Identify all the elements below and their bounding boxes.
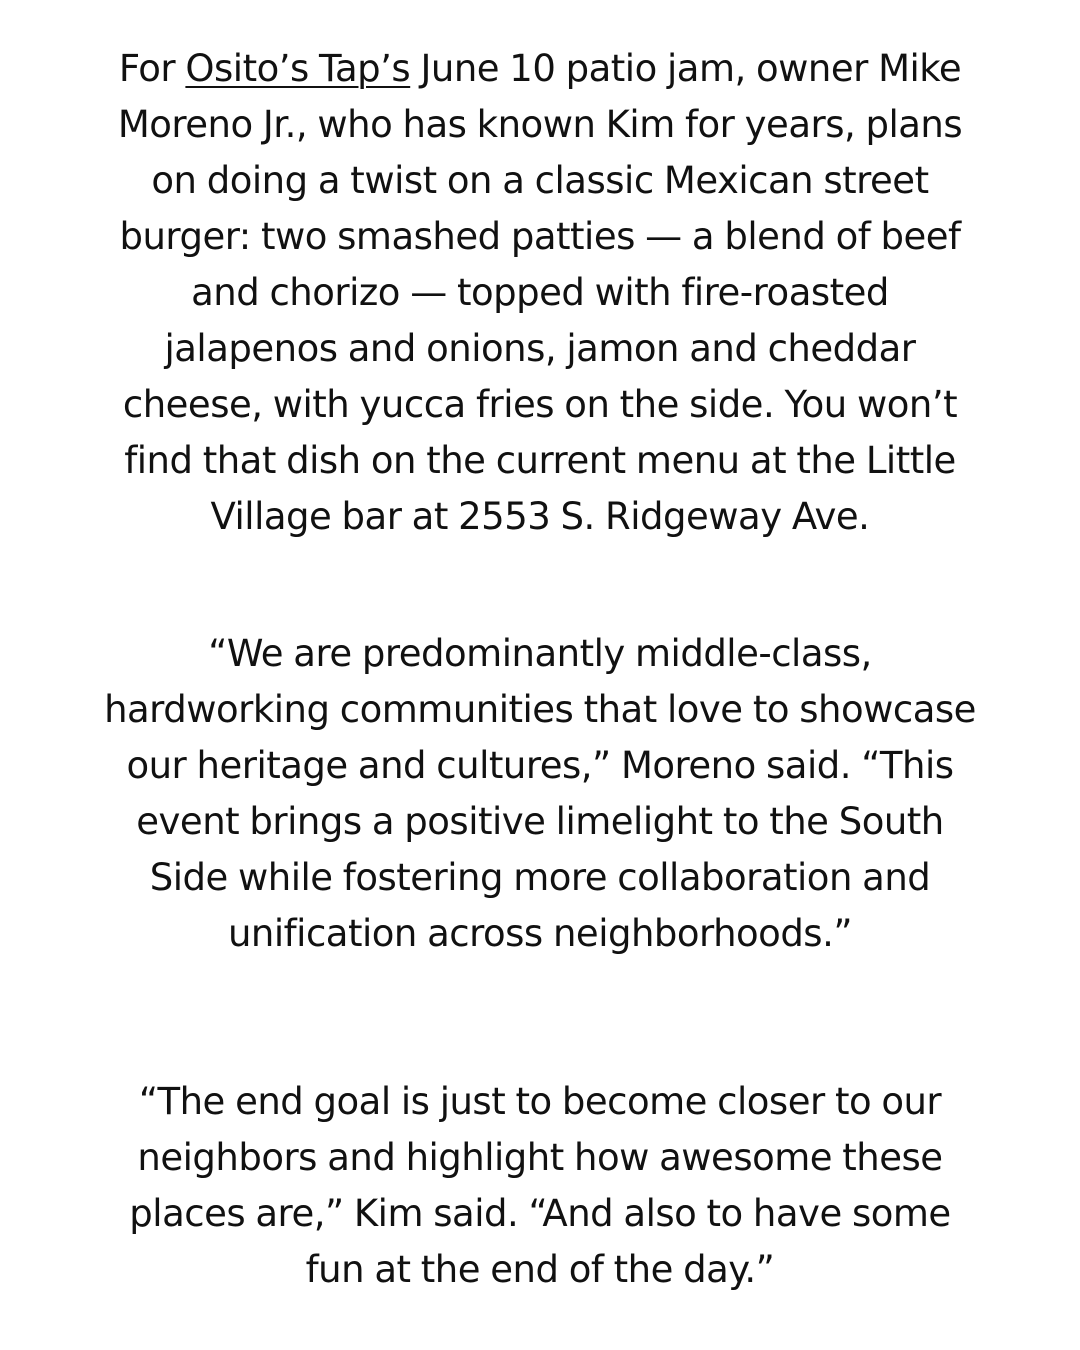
paragraph-1 — [100, 41, 980, 545]
paragraph-3: “The end goal is just to become closer to our neighbors and highlight how awesome these places are,” Kim said. “And also to have some fun at the end of the day.” — [129, 1080, 951, 1291]
paragraph-1-body: June 10 patio jam, owner Mike Moreno Jr., who has known Kim for years, plans on doing a twist on a classic Mexican street burger: two smashed patties — a blend of beef and chorizo — topped with fire-roasted jalapenos and onions, jamon and cheddar cheese, with yucca fries on the side. You won’t find that dish on the current menu at the Little Village bar at 2553 S. Ridgeway Ave. — [117, 47, 963, 538]
ositos-tap-link[interactable]: Osito’s Tap’s — [185, 47, 411, 90]
paragraph-1-lead: For — [118, 47, 186, 90]
paragraph-2: “We are predominantly middle-class, hardworking communities that love to showcase our heritage and cultures,” Moreno said. “This event brings a positive limelight to the South Side while fostering more collaboration and unification across neighborhoods.” — [104, 632, 976, 955]
